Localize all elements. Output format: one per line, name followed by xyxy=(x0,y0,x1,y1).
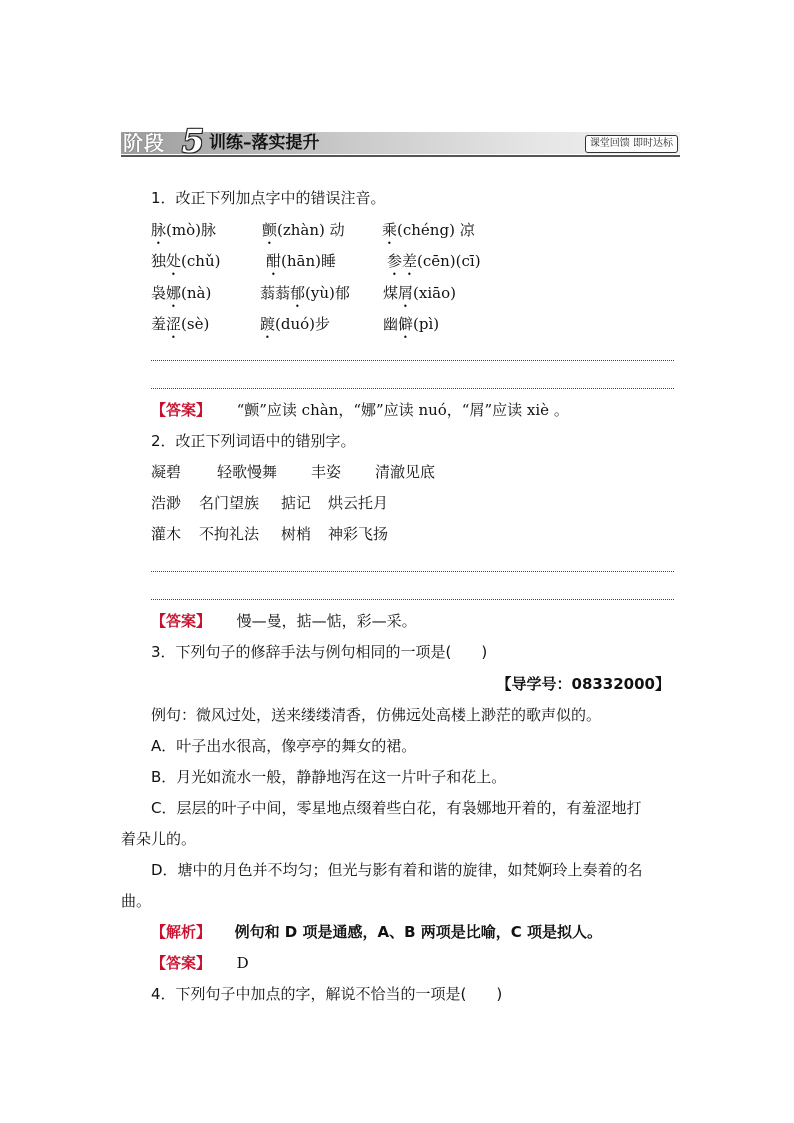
banner-title: 训练–落实提升 xyxy=(209,133,320,153)
q2-word: 名门望族 xyxy=(199,494,260,512)
answer-text: “颤”应读 chàn，“娜”应读 nuó，“屑”应读 xiè 。 xyxy=(236,401,569,419)
q3-analysis xyxy=(151,921,602,943)
q1-item: 参差(cēn)(cī) xyxy=(387,252,481,270)
answer-line xyxy=(151,571,674,572)
q3-option-b: B．月光如流水一般，静静地泻在这一片叶子和花上。 xyxy=(151,768,507,786)
q2-prompt: 2．改正下列词语中的错别字。 xyxy=(151,432,356,450)
answer-tag: 【答案】 xyxy=(151,612,212,630)
q2-word: 清澈见底 xyxy=(375,463,436,481)
q1-item: 煤屑(xiāo) xyxy=(383,284,456,302)
answer-tag: 【答案】 xyxy=(151,954,212,972)
q3-example: 例句：微风过处，送来缕缕清香，仿佛远处高楼上渺茫的歌声似的。 xyxy=(151,706,602,724)
banner-stage-label: 阶段 xyxy=(123,131,165,155)
q1-item: 踱(duó)步 xyxy=(260,315,331,333)
analysis-text: 例句和 D 项是通感，A、B 两项是比喻，C 项是拟人。 xyxy=(234,923,602,941)
q2-word: 轻歌慢舞 xyxy=(217,463,278,481)
q3-option-d: D．塘中的月色并不均匀；但光与影有着和谐的旋律，如梵婀玲上奏着的名 xyxy=(151,861,643,879)
answer-line xyxy=(151,360,674,361)
q3-option-d-cont: 曲。 xyxy=(121,892,152,910)
q2-word: 掂记 xyxy=(281,494,312,512)
answer-line xyxy=(151,388,674,389)
analysis-tag: 【解析】 xyxy=(151,923,212,941)
banner-tag: 课堂回馈 即时达标 xyxy=(585,135,678,153)
q3-option-a: A．叶子出水很高，像亭亭的舞女的裙。 xyxy=(151,737,417,755)
guide-number: 【导学号：08332000】 xyxy=(496,675,670,693)
q1-item: 羞涩(sè) xyxy=(151,315,210,333)
q1-item: 酣(hān)睡 xyxy=(266,252,336,270)
q2-word: 神彩飞扬 xyxy=(328,525,389,543)
q1-prompt: 1．改正下列加点字中的错误注音。 xyxy=(151,189,386,207)
q1-item: 幽僻(pì) xyxy=(383,315,440,333)
q2-word: 烘云托月 xyxy=(328,494,389,512)
q1-item-rest: (mò)脉 xyxy=(166,221,216,239)
answer-text: 慢—曼，掂—惦，彩—采。 xyxy=(236,612,417,630)
q1-item: 脉(mò)脉 xyxy=(151,221,216,239)
q4-prompt: 4．下列句子中加点的字，解说不恰当的一项是( ) xyxy=(151,985,503,1003)
answer-line xyxy=(151,599,674,600)
q1-item: 独处(chǔ) xyxy=(151,252,221,270)
q1-item: 乘(chéng) 凉 xyxy=(382,221,475,239)
q3-answer xyxy=(151,952,249,974)
q2-word: 不拘礼法 xyxy=(199,525,260,543)
q2-word: 灌木 xyxy=(151,525,182,543)
q2-word: 浩渺 xyxy=(151,494,182,512)
q1-item: 蓊蓊郁(yù)郁 xyxy=(260,284,350,302)
q3-option-c: C．层层的叶子中间，零星地点缀着些白花，有袅娜地开着的，有羞涩地打 xyxy=(151,799,642,817)
q1-answer xyxy=(151,399,569,421)
q2-answer xyxy=(151,610,417,632)
q3-prompt: 3．下列句子的修辞手法与例句相同的一项是( ) xyxy=(151,643,488,661)
answer-tag: 【答案】 xyxy=(151,401,212,419)
q2-word: 凝碧 xyxy=(151,463,182,481)
q2-word: 树梢 xyxy=(281,525,312,543)
q1-item: 颤(zhàn) 动 xyxy=(262,221,345,239)
banner-stage-number: 5 xyxy=(181,122,205,160)
q1-item: 袅娜(nà) xyxy=(151,284,212,302)
q3-option-c-cont: 着朵儿的。 xyxy=(121,830,197,848)
answer-text: D xyxy=(236,954,249,972)
q2-word: 丰姿 xyxy=(311,463,342,481)
section-banner xyxy=(121,122,680,160)
